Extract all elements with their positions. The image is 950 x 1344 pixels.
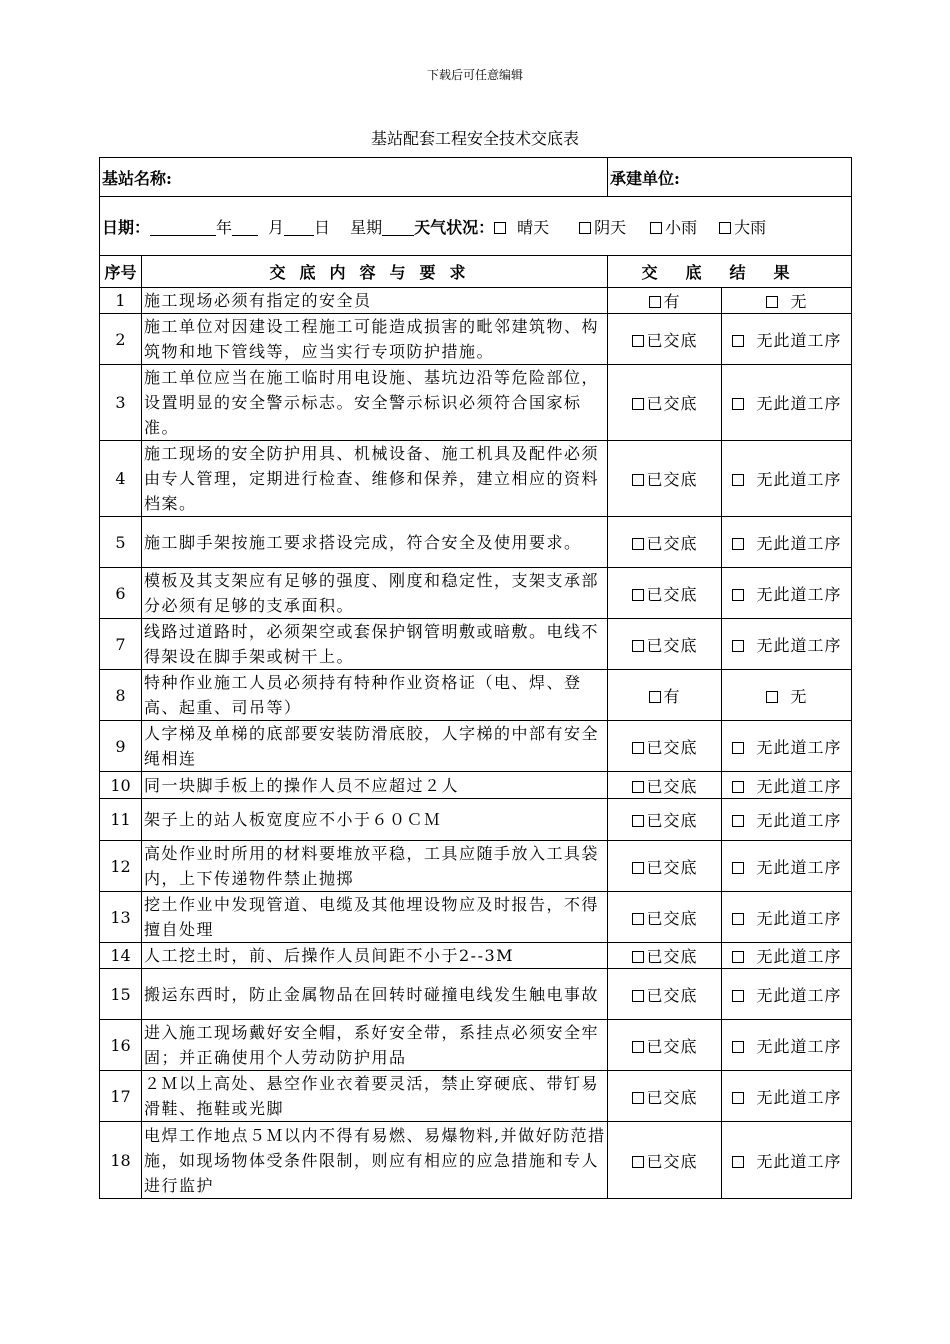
table-row <box>100 517 852 568</box>
result-primary-cell <box>608 314 722 365</box>
weather-label: 天气状况： <box>414 217 495 237</box>
result-secondary-label: 无此道工序 <box>756 947 842 966</box>
result-secondary-label: 无此道工序 <box>756 811 842 830</box>
weekday-label: 星期 <box>350 217 383 237</box>
result-primary-checkbox[interactable] <box>632 1156 644 1168</box>
result-secondary-cell <box>722 943 852 969</box>
result-primary-cell <box>608 772 722 799</box>
result-secondary-label: 无此道工序 <box>756 1087 842 1107</box>
result-secondary-label: 无此道工序 <box>756 635 842 655</box>
result-secondary-label: 无此道工序 <box>756 533 842 553</box>
result-secondary-cell <box>722 517 852 568</box>
result-primary-label: 已交底 <box>646 330 698 350</box>
result-secondary-checkbox[interactable] <box>732 538 744 550</box>
station-name-label: 基站名称: <box>102 168 172 188</box>
result-primary-checkbox[interactable] <box>632 990 644 1002</box>
result-secondary-checkbox[interactable] <box>732 640 744 652</box>
result-primary-checkbox[interactable] <box>632 951 644 963</box>
row-requirement: 搬运东西时，防止金属物品在回转时碰撞电线发生触电事故 <box>142 969 608 1020</box>
weather-heavy-rain-checkbox[interactable] <box>719 222 731 234</box>
result-secondary-cell <box>722 799 852 841</box>
result-secondary-label: 无此道工序 <box>756 470 842 489</box>
result-primary-checkbox[interactable] <box>632 398 644 410</box>
result-primary-checkbox[interactable] <box>632 335 644 347</box>
result-secondary-label: 无此道工序 <box>756 1036 842 1056</box>
table-row <box>100 772 852 799</box>
table-row <box>100 892 852 943</box>
result-secondary-checkbox[interactable] <box>732 862 744 874</box>
result-secondary-cell <box>722 619 852 670</box>
result-secondary-checkbox[interactable] <box>732 990 744 1002</box>
result-secondary-label: 无此道工序 <box>756 584 842 604</box>
result-primary-cell <box>608 841 722 892</box>
result-secondary-checkbox[interactable] <box>732 913 744 925</box>
result-primary-checkbox[interactable] <box>649 691 661 703</box>
row-number: 11 <box>100 799 142 841</box>
result-primary-label: 已交底 <box>646 857 698 877</box>
safety-briefing-table <box>99 157 852 1199</box>
row-number: 18 <box>100 1122 142 1199</box>
row-requirement: 同一块脚手板上的操作人员不应超过２人 <box>142 772 608 799</box>
row-number: 10 <box>100 772 142 799</box>
result-primary-cell <box>608 969 722 1020</box>
weather-cloudy-checkbox[interactable] <box>579 222 591 234</box>
top-note: 下载后可任意编辑 <box>426 68 523 82</box>
weather-sunny-label: 晴天 <box>517 217 550 237</box>
row-requirement: 架子上的站人板宽度应不小于６０ＣＭ <box>142 799 608 841</box>
result-secondary-label: 无此道工序 <box>756 394 842 413</box>
weather-light-rain-checkbox[interactable] <box>650 222 662 234</box>
result-primary-cell <box>608 517 722 568</box>
result-secondary-label: 无此道工序 <box>756 330 842 350</box>
result-primary-checkbox[interactable] <box>632 1092 644 1104</box>
row-requirement: 进入施工现场戴好安全帽，系好安全带，系挂点必须安全牢固；并正确使用个人劳动防护用品 <box>142 1020 608 1071</box>
result-primary-checkbox[interactable] <box>632 815 644 827</box>
result-secondary-cell <box>722 721 852 772</box>
result-secondary-checkbox[interactable] <box>766 296 778 308</box>
row-requirement: 特种作业施工人员必须持有特种作业资格证（电、焊、登高、起重、司吊等） <box>142 670 608 721</box>
info-row-date <box>100 197 852 256</box>
result-secondary-cell <box>722 441 852 517</box>
result-primary-label: 有 <box>663 686 681 706</box>
column-header-row <box>100 256 852 288</box>
table-row <box>100 841 852 892</box>
result-primary-label: 已交底 <box>646 737 698 757</box>
result-primary-label: 已交底 <box>646 533 698 553</box>
result-secondary-cell <box>722 892 852 943</box>
result-primary-checkbox[interactable] <box>632 589 644 601</box>
date-weather-field <box>100 197 852 256</box>
result-primary-checkbox[interactable] <box>632 781 644 793</box>
result-primary-label: 已交底 <box>646 1087 698 1107</box>
result-secondary-checkbox[interactable] <box>732 1156 744 1168</box>
row-requirement: 电焊工作地点５Ｍ以内不得有易燃、易爆物料,并做好防范措施，如现场物体受条件限制，则应有相应的应急措施和专人进行监护 <box>142 1122 608 1199</box>
year-blank[interactable] <box>150 221 216 236</box>
result-primary-cell <box>608 365 722 441</box>
result-secondary-checkbox[interactable] <box>732 951 744 963</box>
result-primary-checkbox[interactable] <box>632 913 644 925</box>
result-secondary-checkbox[interactable] <box>732 474 744 486</box>
weekday-blank[interactable] <box>382 221 414 236</box>
result-secondary-checkbox[interactable] <box>732 1041 744 1053</box>
row-number: 9 <box>100 721 142 772</box>
result-secondary-label: 无 <box>790 686 808 706</box>
table-row <box>100 288 852 314</box>
weather-light-rain-label: 小雨 <box>665 217 698 237</box>
result-secondary-checkbox[interactable] <box>732 781 744 793</box>
result-secondary-checkbox[interactable] <box>732 335 744 347</box>
result-secondary-label: 无此道工序 <box>756 985 842 1005</box>
date-label: 日期： <box>102 217 151 237</box>
row-number: 1 <box>100 288 142 314</box>
result-secondary-cell <box>722 1122 852 1199</box>
result-secondary-checkbox[interactable] <box>732 742 744 754</box>
result-secondary-cell <box>722 288 852 314</box>
row-number: 3 <box>100 365 142 441</box>
result-primary-cell <box>608 619 722 670</box>
row-number: 13 <box>100 892 142 943</box>
row-requirement: 模板及其支架应有足够的强度、刚度和稳定性，支架支承部分必须有足够的支承面积。 <box>142 568 608 619</box>
document-title: 基站配套工程安全技术交底表 <box>370 129 579 148</box>
result-secondary-cell <box>722 969 852 1020</box>
table-row <box>100 670 852 721</box>
row-requirement: 线路过道路时，必须架空或套保护钢管明敷或暗敷。电线不得架设在脚手架或树干上。 <box>142 619 608 670</box>
result-primary-label: 已交底 <box>646 1036 698 1056</box>
result-primary-checkbox[interactable] <box>632 474 644 486</box>
row-number: 12 <box>100 841 142 892</box>
result-secondary-checkbox[interactable] <box>732 1092 744 1104</box>
result-primary-label: 有 <box>663 292 681 311</box>
row-requirement: 施工现场必须有指定的安全员 <box>142 288 608 314</box>
result-primary-cell <box>608 799 722 841</box>
result-primary-cell <box>608 943 722 969</box>
row-requirement: 人字梯及单梯的底部要安装防滑底胶，人字梯的中部有安全绳相连 <box>142 721 608 772</box>
station-name-field[interactable] <box>100 158 608 197</box>
result-primary-cell <box>608 1020 722 1071</box>
row-requirement: 施工现场的安全防护用具、机械设备、施工机具及配件必须由专人管理，定期进行检查、维修和保养，建立相应的资料档案。 <box>142 441 608 517</box>
result-primary-checkbox[interactable] <box>649 296 661 308</box>
result-secondary-label: 无此道工序 <box>756 776 842 796</box>
table-row <box>100 1122 852 1199</box>
result-secondary-cell <box>722 670 852 721</box>
result-primary-label: 已交底 <box>646 1151 698 1171</box>
result-primary-cell <box>608 892 722 943</box>
result-secondary-cell <box>722 365 852 441</box>
result-secondary-cell <box>722 841 852 892</box>
result-secondary-cell <box>722 772 852 799</box>
contractor-field[interactable] <box>608 158 852 197</box>
table-row <box>100 1020 852 1071</box>
table-row <box>100 799 852 841</box>
result-primary-label: 已交底 <box>646 635 698 655</box>
result-secondary-checkbox[interactable] <box>732 398 744 410</box>
row-number: 6 <box>100 568 142 619</box>
day-label: 日 <box>314 217 331 237</box>
content-header: 交底内容与要求 <box>142 256 608 288</box>
row-requirement: ２Ｍ以上高处、悬空作业衣着要灵活，禁止穿硬底、带钉易滑鞋、拖鞋或光脚 <box>142 1071 608 1122</box>
weather-sunny-checkbox[interactable] <box>494 222 506 234</box>
weather-heavy-rain-label: 大雨 <box>734 217 767 237</box>
table-row <box>100 441 852 517</box>
row-number: 15 <box>100 969 142 1020</box>
result-secondary-cell <box>722 1020 852 1071</box>
result-primary-cell <box>608 568 722 619</box>
result-secondary-label: 无此道工序 <box>756 857 842 877</box>
weather-cloudy-label: 阴天 <box>594 217 627 237</box>
row-number: 17 <box>100 1071 142 1122</box>
result-primary-cell <box>608 441 722 517</box>
table-row <box>100 969 852 1020</box>
result-secondary-checkbox[interactable] <box>766 691 778 703</box>
result-primary-label: 已交底 <box>646 811 698 830</box>
row-requirement: 施工单位对因建设工程施工可能造成损害的毗邻建筑物、构筑物和地下管线等，应当实行专项防护措施。 <box>142 314 608 365</box>
result-primary-label: 已交底 <box>646 394 698 413</box>
row-number: 4 <box>100 441 142 517</box>
result-primary-label: 已交底 <box>646 985 698 1005</box>
row-requirement: 施工脚手架按施工要求搭设完成，符合安全及使用要求。 <box>142 517 608 568</box>
result-primary-label: 已交底 <box>646 776 698 796</box>
table-row <box>100 943 852 969</box>
result-primary-cell <box>608 670 722 721</box>
table-row <box>100 721 852 772</box>
result-header: 交底结果 <box>608 256 852 288</box>
month-blank[interactable] <box>232 221 258 236</box>
row-requirement: 人工挖土时，前、后操作人员间距不小于2--3M <box>142 943 608 969</box>
table-row <box>100 1071 852 1122</box>
result-secondary-label: 无此道工序 <box>756 737 842 757</box>
row-requirement: 挖土作业中发现管道、电缆及其他埋设物应及时报告，不得擅自处理 <box>142 892 608 943</box>
row-number: 7 <box>100 619 142 670</box>
result-secondary-cell <box>722 1071 852 1122</box>
result-primary-checkbox[interactable] <box>632 1041 644 1053</box>
result-primary-label: 已交底 <box>646 908 698 928</box>
result-secondary-checkbox[interactable] <box>732 589 744 601</box>
result-secondary-label: 无 <box>790 292 808 311</box>
table-row <box>100 568 852 619</box>
result-primary-label: 已交底 <box>646 947 698 966</box>
day-blank[interactable] <box>284 221 314 236</box>
row-number: 2 <box>100 314 142 365</box>
table-row <box>100 619 852 670</box>
result-primary-cell <box>608 1071 722 1122</box>
result-secondary-cell <box>722 314 852 365</box>
result-primary-checkbox[interactable] <box>632 640 644 652</box>
row-number: 8 <box>100 670 142 721</box>
result-primary-checkbox[interactable] <box>632 862 644 874</box>
result-primary-checkbox[interactable] <box>632 742 644 754</box>
row-number: 16 <box>100 1020 142 1071</box>
result-secondary-label: 无此道工序 <box>756 1151 842 1171</box>
row-number: 14 <box>100 943 142 969</box>
year-label: 年 <box>216 217 233 237</box>
result-primary-label: 已交底 <box>646 470 698 489</box>
row-requirement: 高处作业时所用的材料要堆放平稳，工具应随手放入工具袋内，上下传递物件禁止抛掷 <box>142 841 608 892</box>
briefing-rows <box>100 288 852 1199</box>
table-row <box>100 314 852 365</box>
result-secondary-label: 无此道工序 <box>756 908 842 928</box>
result-secondary-checkbox[interactable] <box>732 815 744 827</box>
seq-header: 序号 <box>100 256 142 288</box>
month-label: 月 <box>268 217 285 237</box>
result-primary-label: 已交底 <box>646 584 698 604</box>
row-number: 5 <box>100 517 142 568</box>
result-primary-cell <box>608 721 722 772</box>
table-row <box>100 365 852 441</box>
result-secondary-cell <box>722 568 852 619</box>
result-primary-cell <box>608 1122 722 1199</box>
row-requirement: 施工单位应当在施工临时用电设施、基坑边沿等危险部位，设置明显的安全警示标志。安全警示标识必须符合国家标准。 <box>142 365 608 441</box>
info-row-station <box>100 158 852 197</box>
result-primary-cell <box>608 288 722 314</box>
result-primary-checkbox[interactable] <box>632 538 644 550</box>
contractor-label: 承建单位: <box>610 168 680 188</box>
